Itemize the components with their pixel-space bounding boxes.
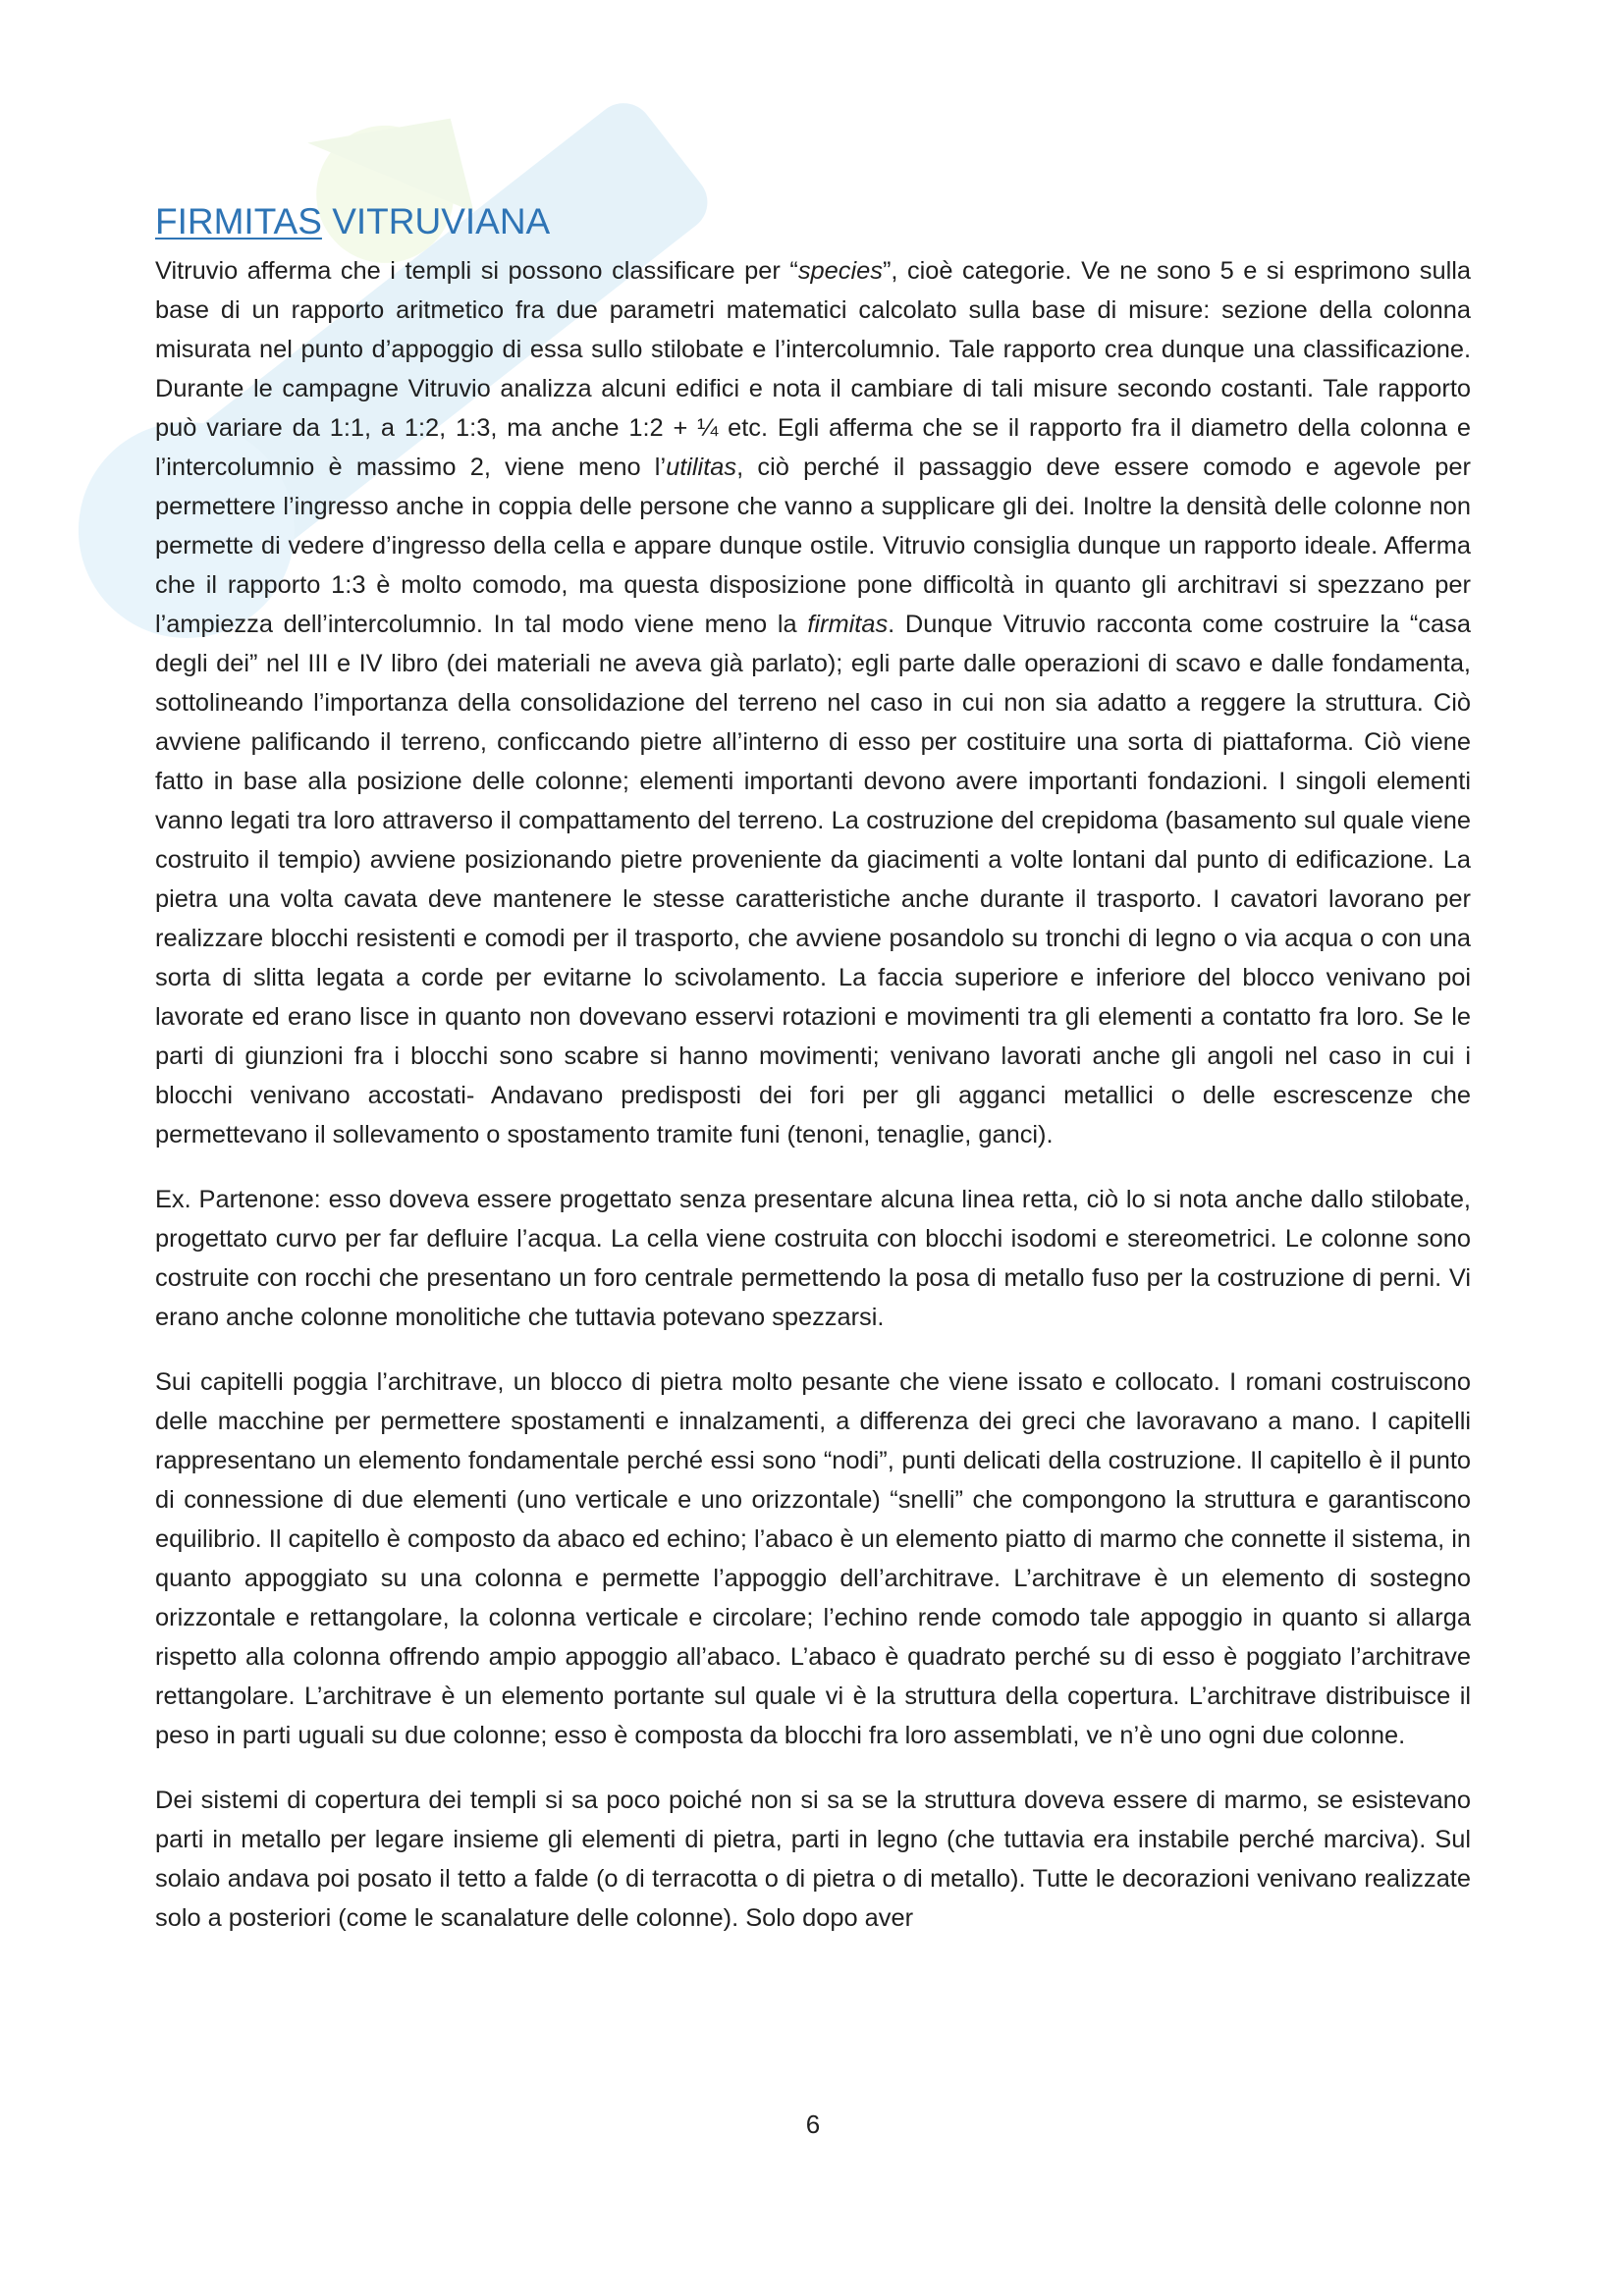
text-run: ”, cioè categorie. Ve ne sono 5 e si esprimono sulla base di un rapporto aritmetico fra due parametri matematici calcolato sulla base di misure: sezione della colonna misurata nel punto d’appoggio di essa sullo stilobate e l’intercolumnio. Tale rapporto crea dunque una classificazione. Durante le campagne Vitruvio analizza alcuni edifici e nota il cambiare di tali misure secondo costanti. Tale rapporto può variare da 1:1, a 1:2, 1:3, ma anche 1:2 + ¼ etc. Egli afferma che se il rapporto fra il diametro della colonna e l’intercolumnio è massimo 2, viene meno l’ — [155, 257, 1471, 481]
paragraph — [155, 251, 1471, 1154]
paragraph — [155, 1362, 1471, 1755]
italic-term: firmitas — [807, 611, 889, 638]
text-run: Sui capitelli poggia l’architrave, un blocco di pietra molto pesante che viene issato e collocato. I romani costruiscono delle macchine per permettere spostamenti e innalzamenti, a differenza dei greci che lavoravano a mano. I capitelli rappresentano un elemento fondamentale perché essi sono “nodi”, punti delicati della costruzione. Il capitello è il punto di connessione di due elementi (uno verticale e uno orizzontale) “snelli” che compongono la struttura e garantiscono equilibrio. Il capitello è composto da abaco ed echino; l’abaco è un elemento piatto di marmo che connette il sistema, in quanto appoggiato su una colonna e permette l’appoggio dell’architrave. L’architrave è un elemento di sostegno orizzontale e rettangolare, la colonna verticale e circolare; l’echino rende comodo tale appoggio in quanto si allarga rispetto alla colonna offrendo ampio appoggio all’abaco. L’abaco è quadrato perché su di esso è poggiato l’architrave rettangolare. L’architrave è un elemento portante sul quale vi è la struttura della copertura. L’architrave distribuisce il peso in parti uguali su due colonne; esso è composta da blocchi fra loro assemblati, ve n’è uno ogni due colonne. — [155, 1368, 1471, 1749]
text-run: , ciò perché il passaggio deve essere comodo e agevole per permettere l’ingresso anche in coppia delle persone che vanno a supplicare gli dei. Inoltre la densità delle colonne non permette di vedere d’ingresso della cella e appare dunque ostile. Vitruvio consiglia dunque un rapporto ideale. Afferma che il rapporto 1:3 è molto comodo, ma questa disposizione pone difficoltà in quanto gli architravi si spezzano per l’ampiezza dell’intercolumnio. In tal modo viene meno la — [155, 454, 1472, 638]
text-run: Vitruvio afferma che i templi si possono classificare per “ — [155, 257, 798, 285]
paragraph — [155, 1180, 1471, 1337]
body-text — [155, 251, 1471, 1963]
title-underlined-word: FIRMITAS — [155, 201, 322, 241]
text-run: Dei sistemi di copertura dei templi si sa poco poiché non si sa se la struttura doveva essere di marmo, se esistevano parti in metallo per legare insieme gli elementi di pietra, parti in legno (che tuttavia era instabile perché marciva). Sul solaio andava poi posato il tetto a falde (o di terracotta o di pietra o di metallo). Tutte le decorazioni venivano realizzate solo a posteriori (come le scanalature delle colonne). Solo dopo aver — [155, 1787, 1471, 1932]
paragraph — [155, 1781, 1471, 1938]
italic-term: utilitas — [666, 454, 737, 481]
page-title — [155, 200, 550, 243]
page-number: 6 — [805, 2109, 821, 2139]
text-run: . Dunque Vitruvio racconta come costruire la “casa degli dei” nel III e IV libro (dei materiali ne aveva già parlato); egli parte dalle operazioni di scavo e dalle fondamenta, sottolineando l’importanza della consolidazione del terreno nel caso in cui non sia adatto a reggere la struttura. Ciò avviene palificando il terreno, conficcando pietre all’interno di esso per costituire una sorta di piattaforma. Ciò viene fatto in base alla posizione delle colonne; elementi importanti devono avere importanti fondazioni. I singoli elementi vanno legati tra loro attraverso il compattamento del terreno. La costruzione del crepidoma (basamento sul quale viene costruito il tempio) avviene posizionando pietre proveniente da giacimenti a volte lontani dal punto di edificazione. La pietra una volta cavata deve mantenere le stesse caratteristiche anche durante il trasporto. I cavatori lavorano per realizzare blocchi resistenti e comodi per il trasporto, che avviene posandolo su tronchi di legno o via acqua o con una sorta di slitta legata a corde per evitarne lo scivolamento. La faccia superiore e inferiore del blocco venivano poi lavorate ed erano lisce in quanto non dovevano esservi rotazioni e movimenti tra gli elementi a contatto fra loro. Se le parti di giunzioni fra i blocchi sono scabre si hanno movimenti; venivano lavorati anche gli angoli nel caso in cui i blocchi venivano accostati- Andavano predisposti dei fori per gli agganci metallici o delle escrescenze che permettevano il sollevamento o spostamento tramite funi (tenoni, tenaglie, ganci). — [155, 611, 1471, 1148]
title-rest: VITRUVIANA — [332, 201, 551, 241]
italic-term: species — [797, 257, 883, 285]
text-run: Ex. Partenone: esso doveva essere progettato senza presentare alcuna linea retta, ciò lo si nota anche dallo stilobate, progettato curvo per far defluire l’acqua. La cella viene costruita con blocchi isodomi e stereometrici. Le colonne sono costruite con rocchi che presentano un foro centrale permettendo la posa di metallo fuso per la costruzione di perni. Vi erano anche colonne monolitiche che tuttavia potevano spezzarsi. — [155, 1186, 1471, 1331]
